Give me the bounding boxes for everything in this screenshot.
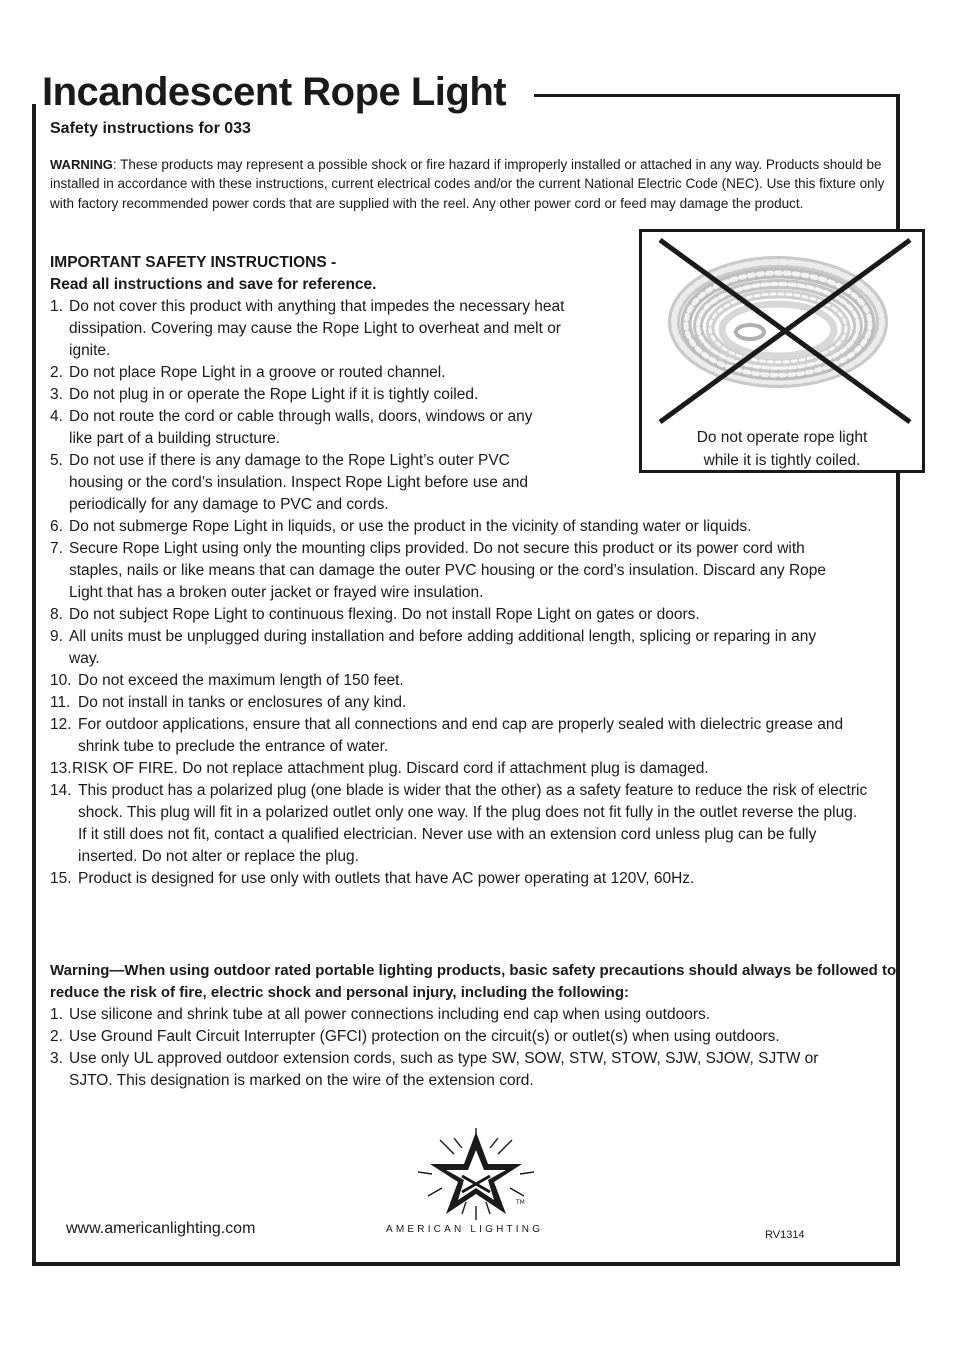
list-item-number: 6. [50,518,63,535]
list-item-number: 3. [50,386,63,403]
list-item-text: For outdoor applications, ensure that all connections and end cap are properly sealed with dielectric grease and shrink tube to preclude the entrance of water. [78,716,844,755]
list-item-text: Product is designed for use only with outlets that have AC power operating at 120V, 60Hz. [78,870,695,887]
important-heading-line2: Read all instructions and save for reference. [50,276,377,293]
outdoor-warning-heading: Warning—When using outdoor rated portable lighting products, basic safety precautions should always be followed to reduce the risk of fire, electric shock and personal injury, including the following: [50,962,897,1001]
list-item-text: This product has a polarized plug (one blade is wider that the other) as a safety feature to reduce the risk of electric shock. This plug will fit in a polarized outlet only one way. If the plug does not fit fully in the outlet reverse the plug. If it still does not fit, contact a qualified electrician. Never use with an extension cord unless plug can be fully inserted. Do not alter or replace the plug. [78,782,868,865]
list-item-text: Do not place Rope Light in a groove or routed channel. [69,364,446,381]
trademark-mark: TM [516,1199,525,1206]
frame-top-line [534,94,900,97]
list-item [50,758,910,780]
list-item-number: 12. [50,716,72,733]
list-item-number: 4. [50,408,63,425]
list-item [50,868,910,890]
warning-paragraph [50,155,890,213]
list-item [50,450,555,516]
list-item-text: Use Ground Fault Circuit Interrupter (GFCI) protection on the circuit(s) or outlet(s) when using outdoors. [69,1028,780,1045]
figure-caption [642,426,922,472]
list-item-text: All units must be unplugged during installation and before adding additional length, splicing or reparing in any way. [69,628,817,667]
list-item-number: 10. [50,672,72,689]
list-item-text: Do not use if there is any damage to the Rope Light’s outer PVC housing or the cord’s insulation. Inspect Rope Light before use and periodically for any damage to PVC and cords. [69,452,528,513]
list-item [50,670,910,692]
list-item-number: 5. [50,452,63,469]
list-item [50,714,850,758]
figure-caption-line2: while it is tightly coiled. [703,452,861,469]
list-item-number: 2. [50,1028,63,1045]
list-item-text: RISK OF FIRE. Do not replace attachment plug. Discard cord if attachment plug is damaged. [72,760,709,777]
page-title: Incandescent Rope Light [42,70,507,114]
revision-code: RV1314 [765,1229,805,1241]
list-item [50,780,870,868]
list-item [50,362,595,384]
coiled-rope-warning-figure [639,229,925,473]
list-item [50,538,850,604]
list-item [50,604,910,626]
website-url: www.americanlighting.com [66,1220,256,1237]
warning-label: WARNING [50,157,113,172]
list-item-number: 15. [50,870,72,887]
list-item-text: Do not subject Rope Light to continuous flexing. Do not install Rope Light on gates or doors. [69,606,700,623]
list-item-number: 1. [50,298,63,315]
frame-bottom-line [32,1262,900,1266]
list-item [50,1048,850,1092]
important-heading-line1: IMPORTANT SAFETY INSTRUCTIONS - [50,254,337,271]
list-item [50,384,595,406]
figure-caption-line1: Do not operate rope light [696,429,868,446]
list-item-text: Do not submerge Rope Light in liquids, or use the product in the vicinity of standing water or liquids. [69,518,752,535]
list-item-text: Do not exceed the maximum length of 150 feet. [78,672,404,689]
list-item-number: 3. [50,1050,63,1067]
list-item-text: Do not cover this product with anything that impedes the necessary heat dissipation. Covering may cause the Rope Light to overheat and melt or ignite. [69,298,565,359]
coiled-rope-light-image [642,232,922,426]
list-item-text: Use only UL approved outdoor extension cords, such as type SW, SOW, STW, STOW, SJW, SJOW, SJTW or SJTO. This designation is marked on the wire of the extension cord. [69,1050,819,1089]
list-item [50,626,820,670]
warning-text: : These products may represent a possible shock or fire hazard if improperly installed or attached in any way. Products should be installed in accordance with these instructions, current electrical codes and/or the current National Electric Code (NEC). Use this fixture only with factory recommended power cords that are supplied with the reel. Any other power cord or feed may damage the product. [50,157,885,211]
american-lighting-star-logo-icon [414,1126,538,1222]
list-item-number: 2. [50,364,63,381]
list-item [50,1026,910,1048]
list-item-text: Use silicone and shrink tube at all power connections including end cap when using outdoors. [69,1006,711,1023]
list-item [50,296,595,362]
page-subtitle: Safety instructions for 033 [50,120,251,137]
list-item-text: Do not plug in or operate the Rope Light if it is tightly coiled. [69,386,479,403]
list-item-number: 11. [50,694,71,711]
list-item-number: 13. [50,760,72,777]
list-item-number: 7. [50,540,63,557]
frame-left-line [32,104,36,1266]
list-item-number: 8. [50,606,63,623]
list-item-text: Secure Rope Light using only the mounting clips provided. Do not secure this product or its power cord with staples, nails or like means that can damage the outer PVC housing or the cord’s insulation. Discard any Rope Light that has a broken outer jacket or frayed wire insulation. [69,540,827,601]
list-item-number: 9. [50,628,63,645]
list-item-number: 14. [50,782,72,799]
list-item [50,1004,910,1026]
brand-name: AMERICAN LIGHTING [386,1224,544,1235]
list-item-number: 1. [50,1006,63,1023]
list-item [50,516,910,538]
list-item [50,406,560,450]
list-item [50,692,910,714]
list-item-text: Do not install in tanks or enclosures of any kind. [78,694,407,711]
list-item-text: Do not route the cord or cable through walls, doors, windows or any like part of a building structure. [69,408,533,447]
outdoor-warning-section [50,960,910,1092]
